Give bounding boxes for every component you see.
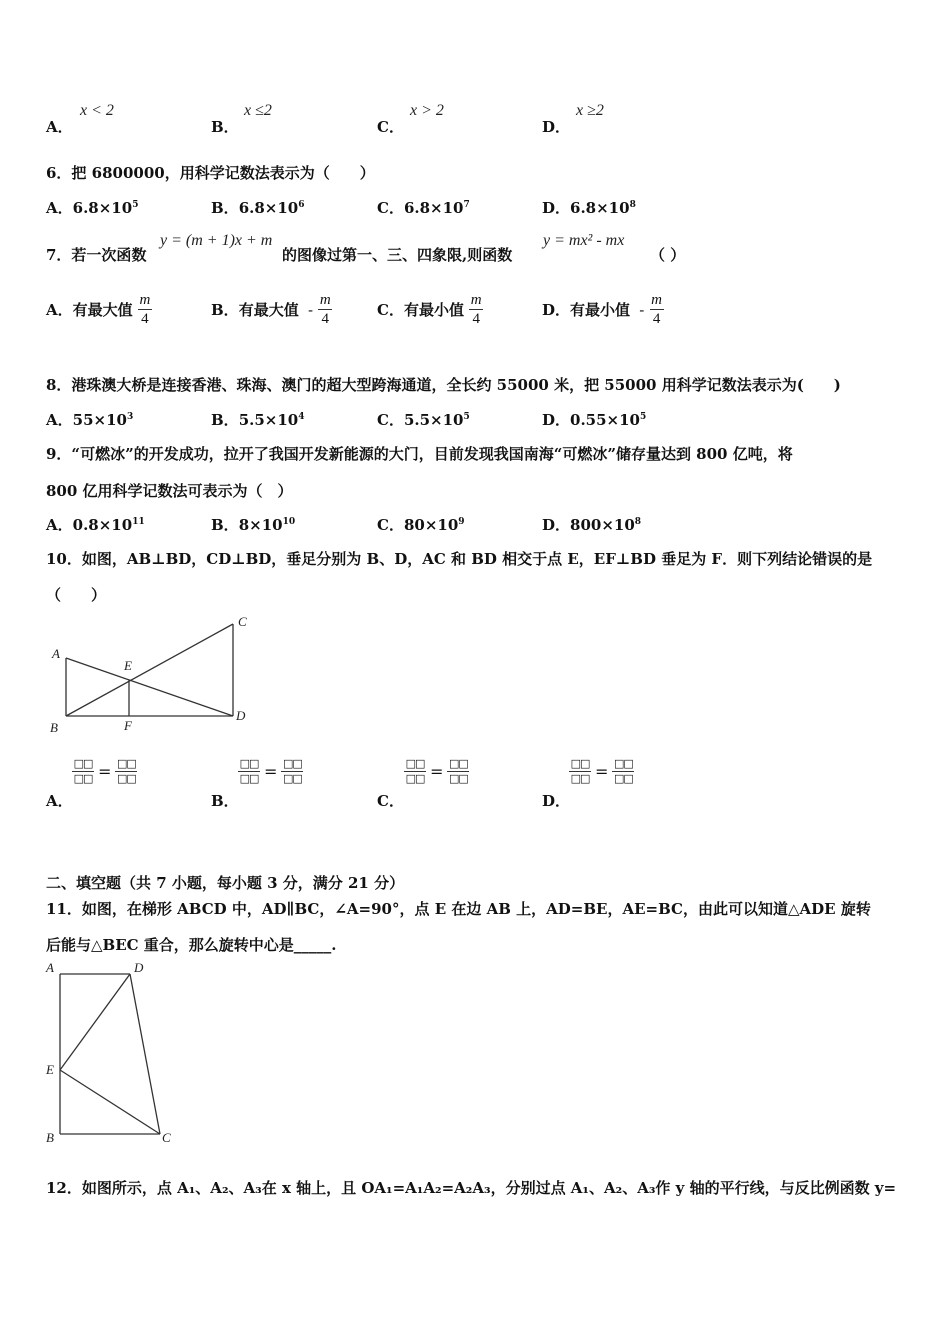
segment-ad [66,658,233,716]
q9-line2: 800 亿用科学记数法可表示为（ ） [46,482,293,500]
q7-text-c: （ ） [650,246,686,264]
q10-label-c: C [238,614,247,629]
q7-option-c: C．有最小值 $\frac{m}{4}$ [377,292,482,327]
q11-label-c: C [162,1130,171,1145]
q10-option-a-label: A． [46,792,73,810]
q5-option-a-expr: x < 2 [80,102,114,119]
q7-func2: y = mx² - mx [543,232,625,249]
q7-option-b-fraction: $\frac{m}{4}$ [319,292,331,327]
q9-option-c: C．$80\times 10^9$ [377,516,465,534]
q7-option-c-fraction: $\frac{m}{4}$ [470,292,482,327]
q7-option-d-fraction: $\frac{m}{4}$ [651,292,662,327]
q11-figure-svg [40,960,180,1150]
q10-line1: 10．如图，AB⊥BD，CD⊥BD，垂足分别为 B、D，AC 和 BD 相交于点 E，EF⊥BD 垂足为 F．则下列结论错误的是 [46,550,873,568]
q8-option-b: B．$5.5\times 10^4$ [211,411,305,429]
q10-option-d-expr: □□ □□ = □□ □□ [570,757,633,785]
q10-line2: （ ） [46,586,107,604]
q6-option-a: A．$6.8\times 10^5$ [46,199,139,217]
q8-text: 8．港珠澳大桥是连接香港、珠海、澳门的超大型跨海通道，全长约 55000 米，把 55000 用科学记数法表示为( ) [46,376,841,394]
q6-option-b: B．$6.8\times 10^6$ [211,199,305,217]
q5-option-d-label: D． [542,118,571,136]
section2-heading: 二、填空题（共 7 小题，每小题 3 分，满分 21 分） [46,874,405,892]
segment-ec [60,1070,160,1134]
q10-label-a: A [52,646,60,661]
q5-option-a-label: A． [46,118,73,136]
q10-option-a-expr: □□ □□ = □□ □□ [73,757,136,785]
q7-func1: y = (m + 1)x + m [160,232,273,249]
q10-option-d-label: D． [542,792,571,810]
q9-line1: 9．“可燃冰”的开发成功，拉开了我国开发新能源的大门，目前发现我国南海“可燃冰”储存量达到 800 亿吨，将 [46,445,793,463]
q6-text: 6．把 6800000，用科学记数法表示为（ ） [46,164,375,182]
q10-figure [46,612,266,744]
segment-ed [60,974,130,1070]
q7-option-d: D．有最小值 - $\frac{m}{4}$ [542,292,662,327]
segment-dc [130,974,160,1134]
q10-option-c-label: C． [377,792,404,810]
q10-figure-svg [46,612,266,744]
q9-option-b: B．$8\times 10^{10}$ [211,516,296,534]
q7-text-b: 的图像过第一、三、四象限,则函数 [282,246,513,264]
q11-figure [40,960,180,1150]
q10-label-f: F [124,718,132,733]
q7-option-b: B．有最大值 - $\frac{m}{4}$ [211,292,331,327]
q10-option-b-expr: □□ □□ = □□ □□ [239,757,302,785]
q11-line2: 后能与△BEC 重合，那么旋转中心是_____. [46,936,337,954]
q9-option-a: A．$0.8\times 10^{11}$ [46,516,145,534]
q5-option-c-label: C． [377,118,404,136]
q7-option-a-fraction: $\frac{m}{4}$ [139,292,151,327]
q11-label-b: B [46,1130,54,1145]
q5-option-b-expr: x ≤2 [244,102,272,119]
q10-option-c-expr: □□ □□ = □□ □□ [405,757,468,785]
segment-bc [66,624,233,716]
q8-option-c: C．$5.5\times 10^5$ [377,411,470,429]
q7-text-a: 7．若一次函数 [46,246,147,264]
q7-option-a: A．有最大值 $\frac{m}{4}$ [46,292,151,327]
q5-option-b-label: B． [211,118,239,136]
q8-option-a: A．$55\times 10^3$ [46,411,134,429]
q5-option-c-expr: x > 2 [410,102,444,119]
q10-label-b: B [50,720,58,735]
q5-option-d-expr: x ≥2 [576,102,604,119]
q11-label-d: D [134,960,144,975]
q11-line1: 11．如图，在梯形 ABCD 中，AD∥BC，∠A=90°，点 E 在边 AB 上，AD=BE，AE=BC，由此可以知道△ADE 旋转 [46,900,871,918]
q10-label-e: E [124,658,132,673]
q11-label-a: A [46,960,54,975]
q6-option-c: C．$6.8\times 10^7$ [377,199,470,217]
q10-option-b-label: B． [211,792,239,810]
q12-text: 12．如图所示，点 A₁、A₂、A₃在 x 轴上，且 OA₁=A₁A₂=A₂A₃，分别过点 A₁、A₂、A₃作 y 轴的平行线，与反比例函数 y= [46,1179,897,1197]
q11-label-e: E [46,1062,54,1077]
q9-option-d: D．$800\times 10^8$ [542,516,642,534]
q8-option-d: D．$0.55\times 10^5$ [542,411,647,429]
q6-option-d: D．$6.8\times 10^8$ [542,199,636,217]
q10-label-d: D [236,708,246,723]
